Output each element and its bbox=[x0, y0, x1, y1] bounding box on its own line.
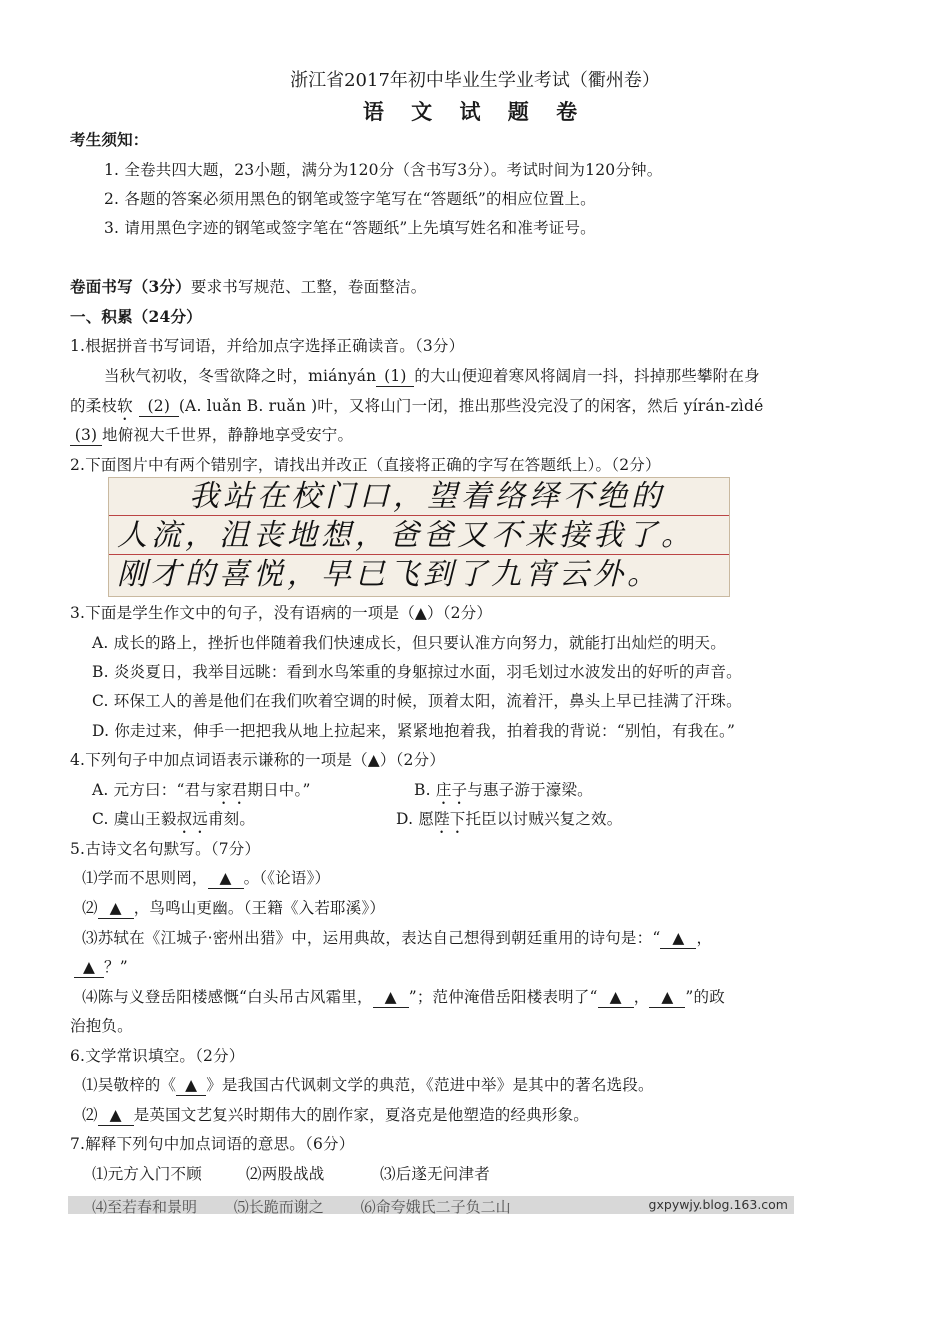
option bbox=[92, 809, 255, 837]
handwriting-line: 人流，沮丧地想，爸爸又不来接我了。 bbox=[109, 517, 729, 555]
poem-text: ”；范仲淹借岳阳楼表明了“ bbox=[408, 988, 598, 1006]
exam-title: 浙江省2017年初中毕业生学业考试（衢州卷） bbox=[290, 70, 660, 91]
question-2-stem: 2.下面图片中有两个错别字，请找出并改正（直接将正确的字写在答题纸上）。（2分） bbox=[70, 456, 661, 474]
q1-text: 的大山便迎着寒风将阔肩一抖，抖掉那些攀附在身 bbox=[414, 367, 760, 385]
poem-line bbox=[74, 957, 128, 978]
dotted-word: 庄子 bbox=[435, 781, 468, 799]
literature-text: 是英国文艺复兴时期伟大的剧作家，夏洛克是他塑造的经典形象。 bbox=[133, 1106, 590, 1124]
notice-item: 1. 全卷共四大题，23小题，满分为120分（含书写3分）。考试时间为120分钟。 bbox=[104, 161, 663, 179]
term-item: ⑵两股战战 bbox=[246, 1165, 325, 1183]
literature-line bbox=[82, 1075, 654, 1096]
dotted-word: 陛下 bbox=[434, 810, 466, 828]
q1-text: 当秋气初收，冬雪欲降之时，miányán bbox=[104, 367, 377, 385]
option-text: B. bbox=[414, 781, 436, 799]
option: B. 炎炎夏日，我举目远眺：看到水鸟笨重的身躯掠过水面，羽毛划过水波发出的好听的声音。 bbox=[92, 663, 742, 681]
question-1-line bbox=[70, 425, 353, 446]
poem-text: ⑶苏轼在《江城子·密州出猎》中，运用典故，表达自己想得到朝廷重用的诗句是：“ bbox=[82, 929, 661, 947]
handwriting-line: 刚才的喜悦，早已飞到了九宵云外。 bbox=[117, 557, 661, 592]
answer-blank: ▲ bbox=[176, 1075, 206, 1096]
answer-blank: ▲ bbox=[74, 957, 104, 978]
notice-item: 3. 请用黑色字迹的钢笔或签字笔在“答题纸”上先填写姓名和准考证号。 bbox=[104, 219, 596, 237]
poem-text: ， bbox=[696, 929, 713, 947]
option-text: 与惠子游于濠梁。 bbox=[467, 781, 593, 799]
option: D. 你走过来，伸手一把把我从地上拉起来，紧紧地抱着我，拍着我的背说：“别怕，有我在。” bbox=[92, 722, 736, 740]
question-6-stem: 6.文学常识填空。（2分） bbox=[70, 1047, 245, 1065]
poem-line bbox=[82, 928, 712, 949]
poem-text: ？” bbox=[104, 958, 128, 976]
option bbox=[414, 780, 593, 808]
poem-line bbox=[82, 987, 725, 1008]
term-item: ⑴元方入门不顾 bbox=[92, 1165, 202, 1183]
q1-text: 的柔枝 bbox=[70, 397, 118, 415]
q1-text: 地俯视大千世界，静静地享受安宁。 bbox=[102, 426, 354, 444]
footer-bar bbox=[68, 1196, 794, 1214]
poem-line: 治抱负。 bbox=[70, 1017, 133, 1035]
term-item: ⑶后遂无问津者 bbox=[380, 1165, 490, 1183]
poem-text: ”的政 bbox=[685, 988, 725, 1006]
blank-2: (2) bbox=[139, 396, 179, 417]
dotted-word: 家君 bbox=[215, 781, 248, 799]
exam-subtitle: 语 文 试 题 卷 bbox=[362, 99, 588, 124]
answer-blank: ▲ bbox=[98, 1105, 134, 1126]
question-1-stem: 1.根据拼音书写词语，并给加点字选择正确读音。（3分） bbox=[70, 337, 465, 355]
option-text: C. 虞山王毅 bbox=[92, 810, 177, 828]
literature-text: 》是我国古代讽刺文学的典范，《范进中举》是其中的著名选段。 bbox=[206, 1076, 654, 1094]
question-3-stem: 3.下面是学生作文中的句子，没有语病的一项是（▲）（2分） bbox=[70, 604, 493, 622]
poem-text: ⑴学而不思则罔， bbox=[82, 869, 208, 887]
literature-line bbox=[82, 1105, 589, 1126]
notice-heading: 考生须知： bbox=[70, 130, 149, 149]
option-text: D. 愿 bbox=[396, 810, 435, 828]
literature-text: ⑴吴敬梓的《 bbox=[82, 1076, 177, 1094]
poem-text: 。（《论语》） bbox=[243, 869, 331, 887]
term-item: ⑸长跪而谢之 bbox=[233, 1198, 324, 1216]
literature-text: ⑵ bbox=[82, 1106, 98, 1124]
poem-line bbox=[82, 898, 385, 919]
answer-blank: ▲ bbox=[98, 898, 134, 919]
handwriting-label: 卷面书写（3分） bbox=[70, 277, 191, 296]
question-1-line bbox=[104, 366, 760, 387]
footer-terms bbox=[92, 1196, 511, 1217]
blank-1: (1) bbox=[376, 366, 414, 387]
handwriting-image bbox=[108, 477, 730, 597]
blank-3: (3) bbox=[70, 425, 102, 446]
question-4-stem: 4.下列句子中加点词语表示谦称的一项是（▲）（2分） bbox=[70, 751, 446, 769]
option-text: 期日中。” bbox=[247, 781, 311, 799]
poem-line bbox=[82, 868, 330, 889]
option bbox=[92, 780, 311, 808]
question-7-stem: 7.解释下列句中加点词语的意思。（6分） bbox=[70, 1135, 355, 1153]
term-item: ⑷至若春和景明 bbox=[92, 1198, 198, 1216]
dotted-char: 软 bbox=[117, 397, 133, 415]
question-5-stem: 5.古诗文名句默写。（7分） bbox=[70, 840, 261, 858]
option: A. 成长的路上，挫折也伴随着我们快速成长，但只要认准方向努力，就能打出灿烂的明天。 bbox=[92, 634, 726, 652]
answer-blank: ▲ bbox=[660, 928, 696, 949]
option-text: A. 元方曰：“君与 bbox=[92, 781, 216, 799]
poem-text: ，鸟鸣山更幽。（王籍《入若耶溪》） bbox=[133, 899, 386, 917]
answer-blank: ▲ bbox=[208, 868, 244, 889]
question-1-line bbox=[70, 396, 763, 424]
poem-text: ， bbox=[633, 988, 650, 1006]
handwriting-line: 我站在校门口，望着络绎不绝的 bbox=[109, 478, 729, 516]
answer-blank: ▲ bbox=[598, 987, 634, 1008]
answer-blank: ▲ bbox=[373, 987, 409, 1008]
section-heading: 一、积累（24分） bbox=[70, 307, 202, 326]
q1-text: (A. luǎn B. ruǎn )叶，又将山门一闭，推出那些没完没了的闲客，然后 yírán-zìdé bbox=[178, 397, 764, 415]
option-text: 甫刻。 bbox=[207, 810, 256, 828]
term-item: ⑹命夸娥氏二子负二山 bbox=[360, 1198, 511, 1216]
notice-item: 2. 各题的答案必须用黑色的钢笔或签字笔写在“答题纸”的相应位置上。 bbox=[104, 190, 596, 208]
option: C. 环保工人的善是他们在我们吹着空调的时候，顶着太阳，流着汗，鼻头上早已挂满了汗珠。 bbox=[92, 692, 742, 710]
handwriting-requirement bbox=[70, 277, 426, 297]
dotted-word: 叔远 bbox=[176, 810, 208, 828]
handwriting-text: 要求书写规范、工整，卷面整洁。 bbox=[190, 278, 427, 296]
option bbox=[396, 809, 622, 837]
option-text: 托臣以讨贼兴复之效。 bbox=[465, 810, 623, 828]
watermark: gxpywjy.blog.163.com bbox=[648, 1197, 788, 1212]
answer-blank: ▲ bbox=[649, 987, 685, 1008]
poem-text: ⑷陈与义登岳阳楼感慨“白头吊古风霜里， bbox=[82, 988, 373, 1006]
poem-text: ⑵ bbox=[82, 899, 98, 917]
